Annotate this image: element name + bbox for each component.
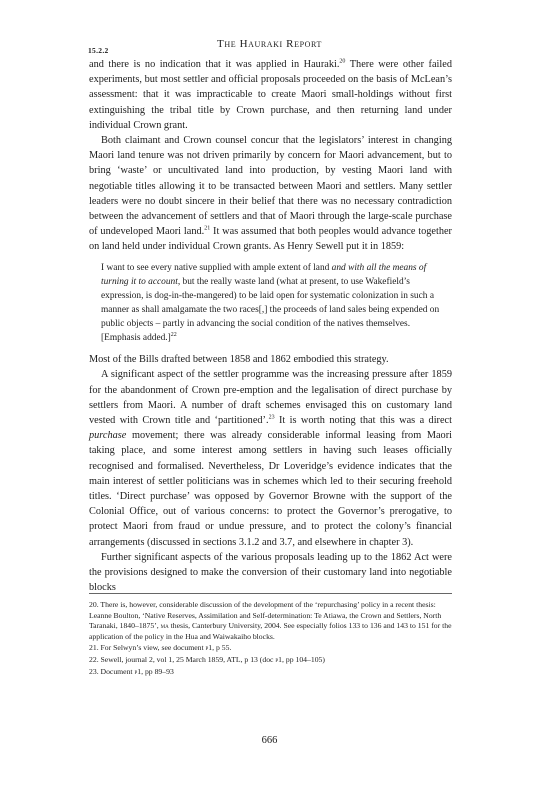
paragraph-1-text-a: and there is no indication that it was applied in Hauraki.	[89, 59, 340, 70]
quote-text-b: , but the really waste land (what at present, to use Wakefield’s expression, is dog-in-the-mangered) to be laid open for systematic colonization in such a manner as shall amalgamate the two races[,] the proceeds of land sales being expended on public objects – partly in advancing the social condition of the natives themselves. [Emphasis added.]	[101, 276, 440, 344]
footnote-22	[89, 655, 452, 666]
section-number: 15.2.2	[88, 46, 109, 55]
footnote-number: 23.	[89, 666, 99, 676]
running-title: The Hauraki Report	[217, 38, 322, 50]
footnote-ref-22[interactable]: 22	[170, 331, 177, 338]
footnote-divider	[89, 593, 452, 594]
paragraph-2-text-a: Both claimant and Crown counsel concur that the legislators’ interest in changing Maori land tenure was not driven primarily by concern for Maori advancement, but to bring ‘waste’ or uncultivated land into production, by vesting Maori land with negotiable titles allowing it to be transacted between Maori and settlers. Many settler leaders were no doubt sincere in their belief that there was no necessary contradiction between the advancement of settlers and that of Maori through the large-scale purchase of undeveloped Maori land.	[89, 135, 452, 238]
footnote-ref-23[interactable]: 23	[268, 414, 275, 421]
footnote-number: 21.	[89, 643, 99, 653]
footnote-21	[89, 643, 452, 654]
footnote-text-a: There is, however, considerable discussion of the development of the ‘repurchasing’ policy in a recent thesis: Leanne Boulton, ‘Native Reserves, Assimilation and Self-determination: Te Atiawa, the Crown and Settlers, North Taranaki, 1840–1875’,	[89, 600, 442, 631]
paragraph-2-text-b: It was assumed that both peoples would advance together on land held under individual Crown grants. As Henry Sewell put it in 1859:	[89, 226, 452, 253]
paragraph-5: Further significant aspects of the various proposals leading up to the 1862 Act were the provisions designed to make the conversion of their customary land into negotiable blocks	[89, 551, 452, 594]
body-text	[89, 57, 452, 595]
footnote-text-b: thesis, Canterbury University, 2004. See especially folios 133 to 136 and 143 to 151 for the application of the policy in the Hua and Waiwakaiho blocks.	[89, 621, 452, 641]
footnotes	[89, 593, 452, 678]
footnote-text-a: Sewell, journal 2, vol 1, 25 March 1859, ATL, p 13 (doc	[100, 654, 276, 664]
paragraph-1	[89, 57, 452, 133]
footnote-20	[89, 600, 452, 642]
footnote-text-a: Document	[100, 666, 135, 676]
footnote-smallcaps: p1	[134, 666, 142, 676]
footnote-smallcaps: p1	[205, 643, 213, 653]
block-quote	[101, 261, 446, 346]
paragraph-4-text-a: A significant aspect of the settler programme was the increasing pressure after 1859 for the abandonment of Crown pre-emption and the legalisation of direct purchase by settlers from Maori. A number of draft schemes envisaged this on customary land vested with Crown title and ‘partitioned’.	[89, 369, 452, 427]
paragraph-2	[89, 133, 452, 255]
page-number: 666	[261, 735, 278, 746]
footnote-ref-20[interactable]: 20	[339, 58, 346, 65]
paragraph-4-emphasis: purchase	[89, 430, 127, 442]
quote-text-a: I want to see every native supplied with ample extent of land	[101, 262, 332, 273]
footnote-text-b: , pp 89–93	[141, 666, 174, 676]
footnote-smallcaps: p1	[275, 654, 283, 664]
footnote-23	[89, 667, 452, 678]
quote-emphasis: and with all the means of turning it to account	[101, 262, 427, 287]
paragraph-4-text-c: movement; there was already considerable informal leasing from Maori taking place, and some interest among settlers in having such leases officially recognised and formalised. Nevertheless, Dr Loveridge’s evidence indicates that the main interest of settler politicians was in schemes which led to their securing freehold titles. ‘Direct purchase’ was opposed by Governor Browne with the support of the Colonial Office, out of various concerns: to protect the Governor’s prerogative, to protect Maori from fraud or undue pressure, and to protect the colony’s financial arrangements (discussed in sections 3.1.2 and 3.7, and elsewhere in chapter 3).	[89, 430, 452, 548]
paragraph-3: Most of the Bills drafted between 1858 and 1862 embodied this strategy.	[89, 354, 389, 366]
footnote-text-b: , pp 104–105)	[282, 654, 325, 664]
footnote-text-b: , p 55.	[212, 643, 232, 653]
paragraph-4-text-b: It is worth noting that this was a direct	[274, 415, 452, 427]
footnote-smallcaps: ma	[160, 621, 169, 631]
paragraph-1-text-b: There were other failed experiments, but most settler and official proposals proceeded on the basis of McLean’s assessment: that it was impracticable to create Maori small-holdings without first extinguishing the tribal title by Crown purchase, and then returning land under individual Crown grant.	[89, 59, 452, 131]
footnote-ref-21[interactable]: 21	[204, 225, 211, 232]
footnote-number: 20.	[89, 600, 99, 609]
paragraph-4	[89, 367, 452, 549]
footnote-number: 22.	[89, 654, 99, 664]
footnote-text-a: For Selwyn’s view, see document	[100, 643, 206, 653]
